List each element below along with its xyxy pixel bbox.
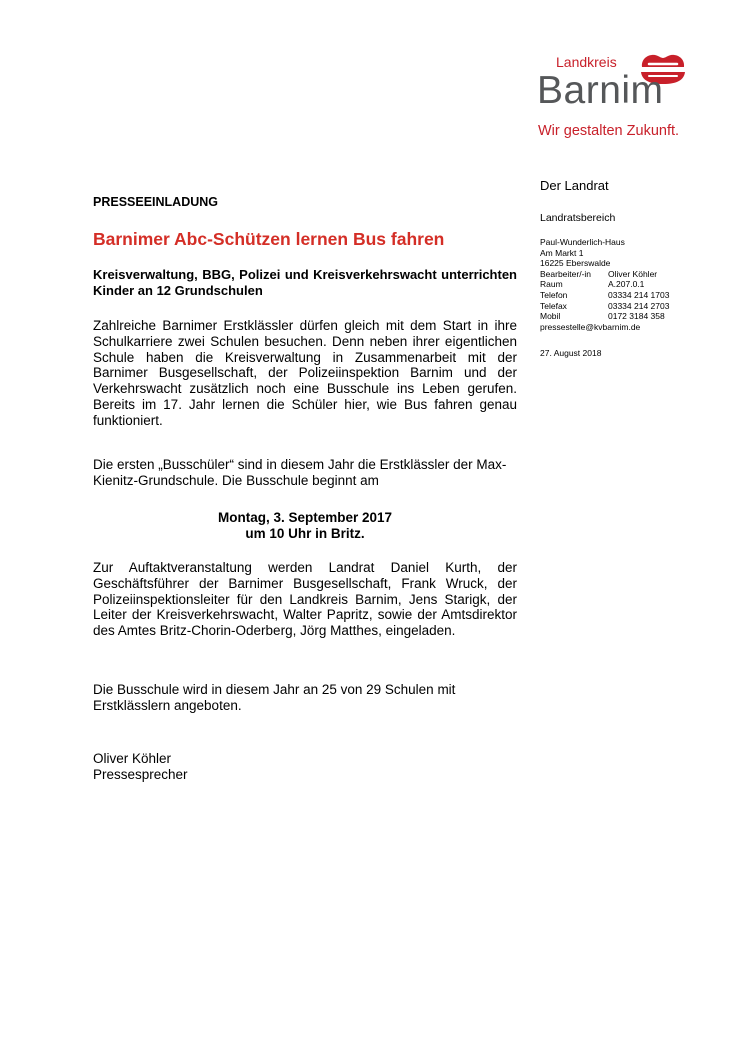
- signature-name: Oliver Köhler: [93, 751, 172, 766]
- contact-row: [540, 269, 730, 280]
- contact-email: pressestelle@kvbarnim.de: [540, 321, 641, 332]
- press-invitation-label: PRESSEEINLADUNG: [93, 195, 219, 209]
- paragraph-intro: Zahlreiche Barnimer Erstklässler dürfen gleich mit dem Start in ihre Schulkarriere zwei Schulen besuchen. Denn neben ihrer eigentlichen Schule haben die Kreisverwaltung in Zusammenarbeit mit der Barnimer Busgesellschaft, der Polizeiinspektion Barnim und der Verkehrswacht zusätzlich noch eine Busschule ins Leben gerufen. Bereits im 17. Jahr lernen die Schüler hier, wie Bus fahren genau funktioniert.: [93, 318, 517, 428]
- paragraph-guests: Zur Auftaktveranstaltung werden Landrat Daniel Kurth, der Geschäftsführer der Barnimer Busgesellschaft, Frank Wruck, der Polizeiinspektionsleiter für den Landkreis Barnim, Jens Starigk, der Leiter der Kreisverkehrswacht, Walter Papritz, sowie der Amtsdirektor des Amtes Britz-Chorin-Oderberg, Jörg Matthes, eingeladen.: [93, 560, 517, 639]
- paragraph-first-students: Die ersten „Busschüler“ sind in diesem Jahr die Erstklässler der Max-Kienitz-Grundschule. Die Busschule beginnt am: [93, 457, 507, 488]
- contact-label: Telefon: [540, 289, 568, 300]
- contact-label: Telefax: [540, 300, 567, 311]
- landkreis-barnim-logo: [533, 50, 693, 150]
- contact-row: [540, 279, 730, 290]
- address-street: Am Markt 1: [540, 247, 584, 258]
- sender-address-block: [540, 237, 730, 332]
- contact-label: Bearbeiter/-in: [540, 268, 592, 279]
- contact-value: 0172 3184 358: [608, 311, 665, 322]
- signature-block: [93, 751, 517, 783]
- contact-label: Raum: [540, 279, 563, 290]
- sender-authority: Der Landrat: [540, 178, 609, 193]
- event-date: Montag, 3. September 2017: [217, 510, 393, 525]
- document-date: 27. August 2018: [540, 348, 602, 358]
- contact-label: Mobil: [540, 311, 561, 322]
- signature-title: Pressesprecher: [93, 766, 188, 782]
- event-time-place: um 10 Uhr in Britz.: [245, 525, 365, 541]
- subheadline: Kreisverwaltung, BBG, Polizei und Kreisverkehrswacht unterrichten Kinder an 12 Grundschulen: [93, 267, 517, 298]
- contact-row: [540, 301, 730, 312]
- contact-row: [540, 311, 730, 322]
- contact-value: 03334 214 2703: [608, 300, 670, 311]
- logo-landkreis-text: Landkreis: [556, 54, 617, 70]
- sender-department: Landratsbereich: [540, 212, 616, 224]
- contact-value: 03334 214 1703: [608, 289, 670, 300]
- paragraph-schools: Die Busschule wird in diesem Jahr an 25 von 29 Schulen mit Erstklässlern angeboten.: [93, 682, 456, 713]
- address-building: Paul-Wunderlich-Haus: [540, 237, 625, 247]
- contact-value: A.207.0.1: [608, 279, 645, 290]
- headline: Barnimer Abc-Schützen lernen Bus fahren: [93, 229, 445, 249]
- contact-row: [540, 290, 730, 301]
- logo-barnim-text: Barnim: [537, 69, 664, 112]
- contact-value: Oliver Köhler: [608, 268, 658, 279]
- event-details: [93, 510, 517, 542]
- address-city: 16225 Eberswalde: [540, 258, 611, 269]
- logo-slogan: Wir gestalten Zukunft.: [538, 123, 680, 139]
